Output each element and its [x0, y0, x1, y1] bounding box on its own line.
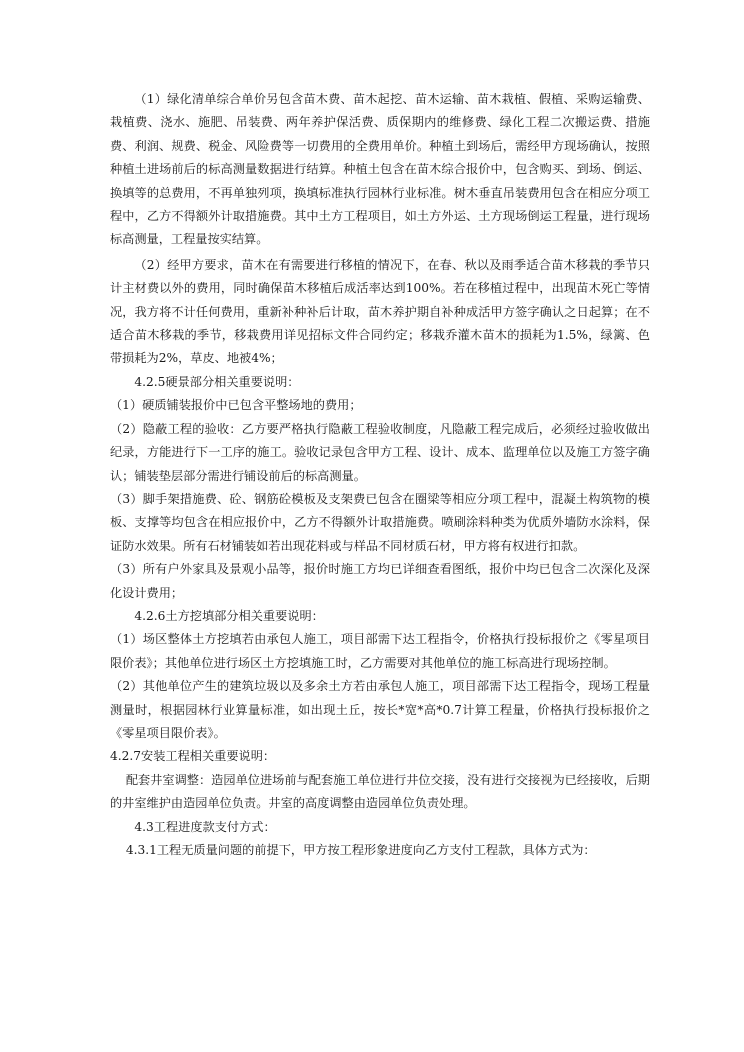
paragraph-outdoor-furniture: （3）所有户外家具及景观小品等，报价时施工方均已详细查看图纸，报价中均已包含二次深化及深化设计费用；	[110, 562, 650, 600]
paragraph-hard-paving-price: （1）硬质铺装报价中已包含平整场地的费用；	[110, 398, 362, 413]
paragraph-4-3-1-payment: 4.3.1工程无质量问题的前提下，甲方按工程形象进度向乙方支付工程款，具体方式为：	[125, 843, 596, 857]
paragraph-earthwork-site: （1）场区整体土方挖填若由承包人施工，项目部需下达工程指令，价格执行投标报价之《零星项目限价表》；其他单位进行场区土方挖填施工时，乙方需要对其他单位的施工标高进行现场控制。	[110, 632, 650, 670]
paragraph-construction-waste: （2）其他单位产生的建筑垃圾以及多余土方若由承包人施工，项目部需下达工程指令，现场工程量测量时，根据园林行业算量标准，如出现土丘，按长*宽*高*0.7计算工程量，价格执行投标报价之《零星项目限价表》。	[110, 679, 650, 740]
paragraph-greening-unit-price: （1）绿化清单综合单价另包含苗木费、苗木起挖、苗木运输、苗木栽植、假植、采购运输费、栽植费、浇水、施肥、吊装费、两年养护保活费、质保期内的维修费、绿化工程二次搬运费、措施费、利润、规费、税金、风险费等一切费用的全费用单价。种植土到场后，需经甲方现场确认，按照种植土进场前后的标高测量数据进行结算。种植土包含在苗木综合报价中，包含购买、到场、倒运、换填等的总费用，不再单独列项，换填标准执行园林行业标准。树木垂直吊装费用包含在相应分项工程中，乙方不得额外计取措施费。其中土方工程项目，如土方外运、土方现场倒运工程量，进行现场标高测量，工程量按实结算。	[110, 92, 650, 247]
document-body	[110, 88, 650, 862]
paragraph-well-adjustment: 配套井室调整：造园单位进场前与配套施工单位进行井位交接，没有进行交接视为已经接收，后期的井室维护由造园单位负责。井室的高度调整由造园单位负责处理。	[110, 772, 650, 811]
section-heading-4-2-6: 4.2.6土方挖填部分相关重要说明：	[134, 608, 324, 623]
section-heading-4-2-5: 4.2.5硬景部分相关重要说明：	[134, 374, 300, 389]
section-heading-4-3: 4.3工程进度款支付方式：	[134, 819, 276, 834]
paragraph-scaffolding: （3）脚手架措施费、砼、钢筋砼模板及支架费已包含在圈梁等相应分项工程中，混凝土构筑物的模板、支撑等均包含在相应报价中，乙方不得额外计取措施费。喷刷涂料种类为优质外墙防水涂料，保证防水效果。所有石材铺装如若出现花料或与样品不同材质石材，甲方将有权进行扣款。	[110, 491, 650, 553]
paragraph-transplanting: （2）经甲方要求，苗木在有需要进行移植的情况下，在春、秋以及雨季适合苗木移栽的季节只计主材费以外的费用，同时确保苗木移植后成活率达到100%。若在移植过程中，出现苗木死亡等情况，我方将不计任何费用，重新补种补后计取，苗木养护期自补种成活甲方签字确认之日起算；在不适合苗木移栽的季节，移栽费用详见招标文件合同约定；移栽乔灌木苗木的损耗为1.5%，绿篱、色带损耗为2%，草皮、地被4%；	[110, 257, 650, 366]
paragraph-concealed-works: （2）隐蔽工程的验收：乙方要严格执行隐蔽工程验收制度，凡隐蔽工程完成后，必须经过验收做出纪录，方能进行下一工序的施工。验收记录包含甲方工程、设计、成本、监理单位以及施工方签字确认；铺装垫层部分需进行铺设前后的标高测量。	[110, 421, 650, 483]
section-heading-4-2-7: 4.2.7安装工程相关重要说明：	[110, 749, 276, 764]
